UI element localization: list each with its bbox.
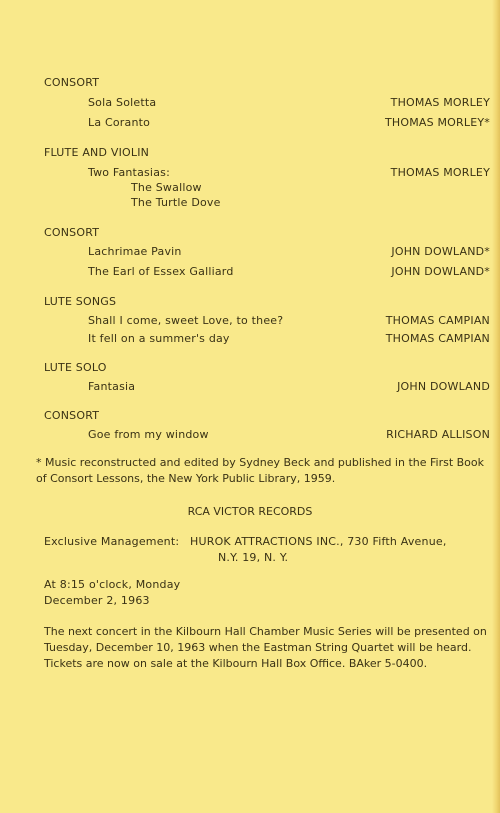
piece-title: It fell on a summer's day: [88, 332, 230, 345]
piece-title: Goe from my window: [88, 428, 209, 441]
piece-title: Two Fantasias:: [88, 166, 170, 179]
piece-title: Sola Soletta: [88, 96, 157, 109]
piece-title: Fantasia: [88, 380, 136, 393]
section-heading: FLUTE AND VIOLIN: [44, 146, 150, 159]
footnote: * Music reconstructed and edited by Sydney Beck and published in the First Book of Consort Lessons, the New York Public Library, 1959.: [36, 456, 485, 485]
section-heading: CONSORT: [44, 226, 100, 239]
piece-composer: THOMAS CAMPIAN: [385, 332, 490, 345]
page-edge-shadow: [492, 0, 500, 813]
record-label: RCA VICTOR RECORDS: [187, 505, 313, 518]
next-concert-notice: The next concert in the Kilbourn Hall Chamber Music Series will be presented on Tuesday, December 10, 1963 when the Eastman String Quartet will be heard. Tickets are now on sale at the Kilbourn Hall Box Office. BAker 5-0400.: [44, 625, 487, 670]
piece-subtitle: The Turtle Dove: [131, 196, 221, 209]
piece-composer: THOMAS MORLEY*: [384, 116, 490, 129]
piece-title: La Coranto: [88, 116, 151, 129]
piece-composer: RICHARD ALLISON: [386, 428, 490, 441]
section-heading: LUTE SONGS: [44, 295, 117, 308]
piece-subtitle: The Swallow: [131, 181, 202, 194]
concert-date: December 2, 1963: [44, 594, 150, 607]
piece-composer: THOMAS MORLEY: [390, 96, 490, 109]
piece-composer: THOMAS CAMPIAN: [385, 314, 490, 327]
piece-title: Shall I come, sweet Love, to thee?: [88, 314, 284, 327]
piece-composer: JOHN DOWLAND*: [391, 265, 490, 278]
management-line2: N.Y. 19, N. Y.: [218, 551, 289, 564]
piece-composer: JOHN DOWLAND: [397, 380, 490, 393]
management-line1: HUROK ATTRACTIONS INC., 730 Fifth Avenue,: [190, 535, 447, 548]
concert-time: At 8:15 o'clock, Monday: [44, 578, 181, 591]
piece-title: The Earl of Essex Galliard: [88, 265, 234, 278]
piece-title: Lachrimae Pavin: [88, 245, 182, 258]
piece-composer: THOMAS MORLEY: [390, 166, 490, 179]
section-heading: CONSORT: [44, 76, 100, 89]
management-label: Exclusive Management:: [44, 535, 180, 548]
section-heading: LUTE SOLO: [44, 361, 107, 374]
piece-composer: JOHN DOWLAND*: [391, 245, 490, 258]
section-heading: CONSORT: [44, 409, 100, 422]
